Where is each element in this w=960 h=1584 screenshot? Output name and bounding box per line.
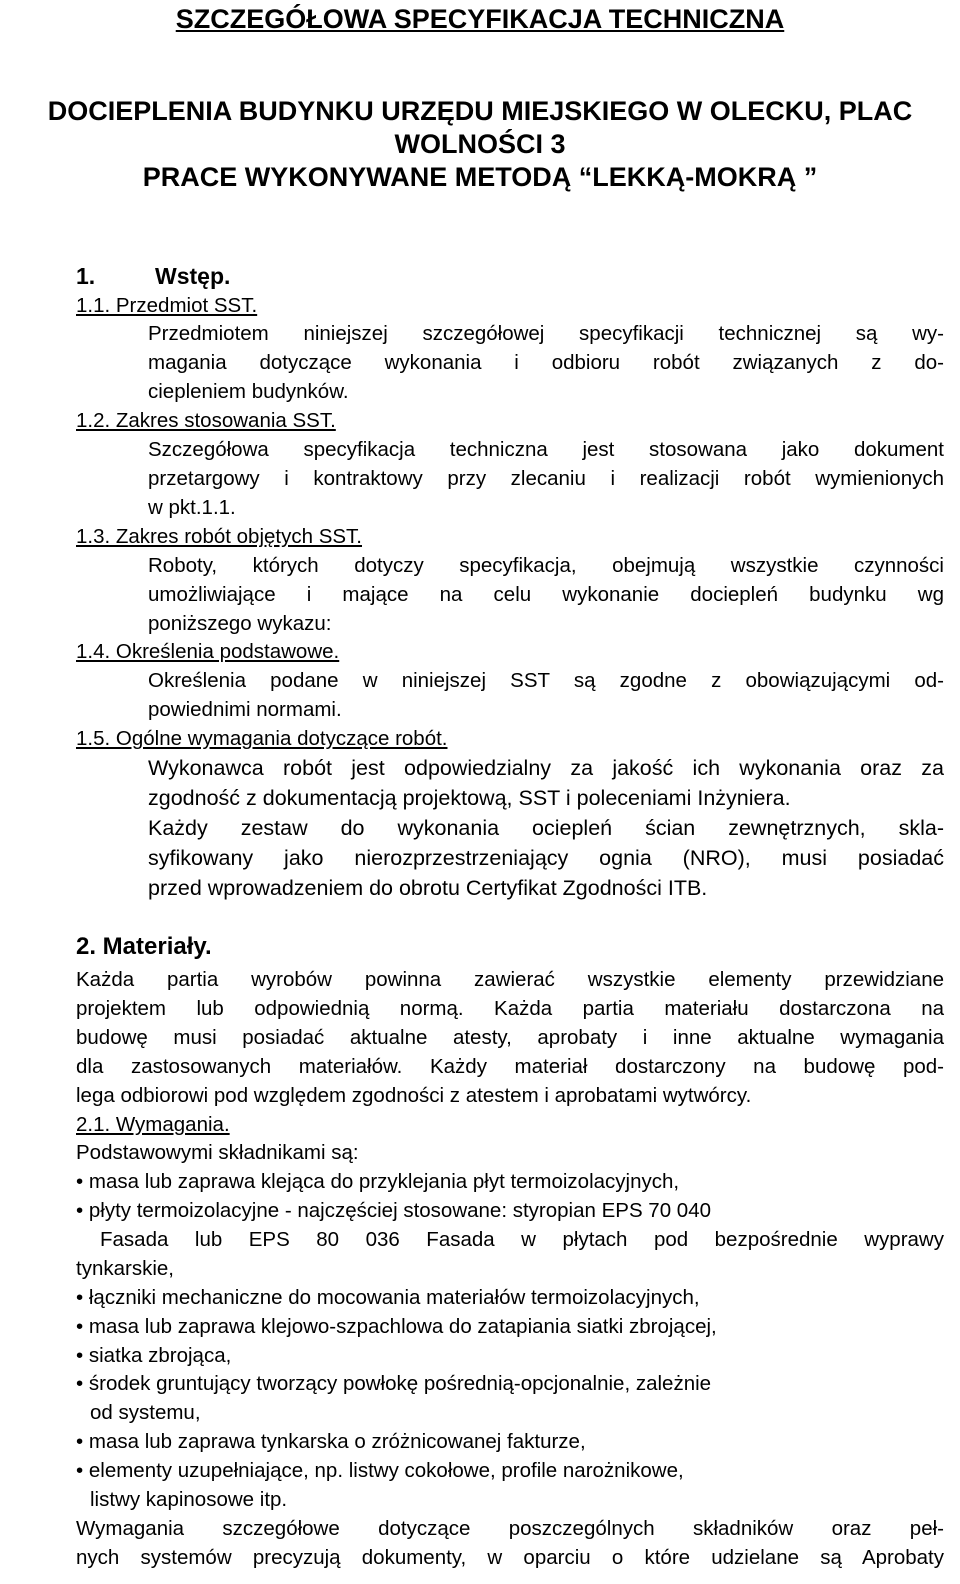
subsection-1-5-line-2: zgodność z dokumentacją projektową, SST i poleceniami Inżyniera. [148,786,791,810]
subsection-2-1-title: 2.1. Wymagania. [76,1113,230,1136]
bullet-item: • środek gruntujący tworzący powłokę pośrednią-opcjonalnie, zależnie [76,1372,712,1395]
subsection-1-3-line-2: umożliwiające i mające na celu wykonanie dociepleń budynku wg [148,583,944,606]
section-2-heading: 2. Materiały. [76,933,212,960]
bullet-item: • łączniki mechaniczne do mocowania materiałów termoizolacyjnych, [76,1286,700,1309]
bullet-item: • masa lub zaprawa klejąca do przyklejania płyt termoizolacyjnych, [76,1170,680,1193]
subsection-1-3-line-1: Roboty, których dotyczy specyfikacja, obejmują wszystkie czynności [148,554,944,577]
section-2-closing-line-2: nych systemów precyzują dokumenty, w oparciu o które udzielane są Aprobaty [76,1546,944,1569]
subsection-1-5-title: 1.5. Ogólne wymagania dotyczące robót. [76,727,448,750]
section-2-intro-line-1: Każda partia wyrobów powinna zawierać wszystkie elementy przewidziane [76,968,944,991]
section-1-number: 1. [76,263,96,289]
subsection-1-4-title: 1.4. Określenia podstawowe. [76,640,340,663]
subsection-1-1-line-1: Przedmiotem niniejszej szczegółowej specyfikacji technicznej są wy- [148,322,944,345]
section-2-intro-line-3: budowę musi posiadać aktualne atesty, aprobaty i inne aktualne wymagania [76,1026,944,1049]
subsection-1-1-line-2: magania dotyczące wykonania i odbioru robót związanych z do- [148,351,944,374]
section-2-intro-line-2: projektem lub odpowiednią normą. Każda partia materiału dostarczona na [76,997,944,1020]
document-subtitle-line-1: DOCIEPLENIA BUDYNKU URZĘDU MIEJSKIEGO W OLECKU, PLAC [47,96,913,126]
document-subtitle-line-2: WOLNOŚCI 3 [394,129,566,159]
document-title: SZCZEGÓŁOWA SPECYFIKACJA TECHNICZNA [175,4,785,34]
subsection-1-5-line-3: Każdy zestaw do wykonania ociepleń ścian zewnętrznych, skla- [148,816,944,840]
subsection-1-2-title: 1.2. Zakres stosowania SST. [76,409,336,432]
subsection-1-5-line-5: przed wprowadzeniem do obrotu Certyfikat Zgodności ITB. [148,876,708,900]
subsection-1-2-line-3: w pkt.1.1. [148,496,236,519]
section-2-intro-line-4: dla zastosowanych materiałów. Każdy materiał dostarczony na budowę pod- [76,1055,944,1078]
subsection-1-2-line-1: Szczegółowa specyfikacja techniczna jest stosowana jako dokument [148,438,944,461]
subsection-1-3-line-3: poniższego wykazu: [148,612,332,635]
bullet-item-continuation: od systemu, [90,1401,201,1424]
bullet-item: • masa lub zaprawa tynkarska o zróżnicowanej fakturze, [76,1430,586,1453]
section-2-intro-line-5: lega odbiorowi pod względem zgodności z atestem i aprobatami wytwórcy. [76,1084,752,1107]
bullet-item: • siatka zbrojąca, [76,1344,232,1367]
subsection-2-1-lead: Podstawowymi składnikami są: [76,1141,359,1164]
bullet-item: • masa lub zaprawa klejowo-szpachlowa do zatapiania siatki zbrojącej, [76,1315,717,1338]
subsection-1-2-line-2: przetargowy i kontraktowy przy zlecaniu i realizacji robót wymienionych [148,467,944,490]
bullet-item-continuation: listwy kapinosowe itp. [90,1488,288,1511]
section-1-heading: Wstęp. [155,263,231,289]
subsection-1-4-line-2: powiednimi normami. [148,698,342,721]
bullet-item-continuation: tynkarskie, [76,1257,174,1280]
subsection-1-5-line-4: syfikowany jako nierozprzestrzeniający ognia (NRO), musi posiadać [148,846,944,870]
bullet-item-continuation: Fasada lub EPS 80 036 Fasada w płytach pod bezpośrednie wyprawy [100,1228,944,1251]
subsection-1-4-line-1: Określenia podane w niniejszej SST są zgodne z obowiązującymi od- [148,669,944,692]
subsection-1-1-title: 1.1. Przedmiot SST. [76,294,258,317]
bullet-item: • płyty termoizolacyjne - najczęściej stosowane: styropian EPS 70 040 [76,1199,712,1222]
subsection-1-5-line-1: Wykonawca robót jest odpowiedzialny za jakość ich wykonania oraz za [148,756,944,780]
subsection-1-3-title: 1.3. Zakres robót objętych SST. [76,525,362,548]
subsection-1-1-line-3: ciepleniem budynków. [148,380,349,403]
bullet-item: • elementy uzupełniające, np. listwy cokołowe, profile narożnikowe, [76,1459,684,1482]
section-2-closing-line-1: Wymagania szczegółowe dotyczące poszczególnych składników oraz peł- [76,1517,944,1540]
document-subtitle-line-3: PRACE WYKONYWANE METODĄ “LEKKĄ-MOKRĄ ” [142,162,818,192]
